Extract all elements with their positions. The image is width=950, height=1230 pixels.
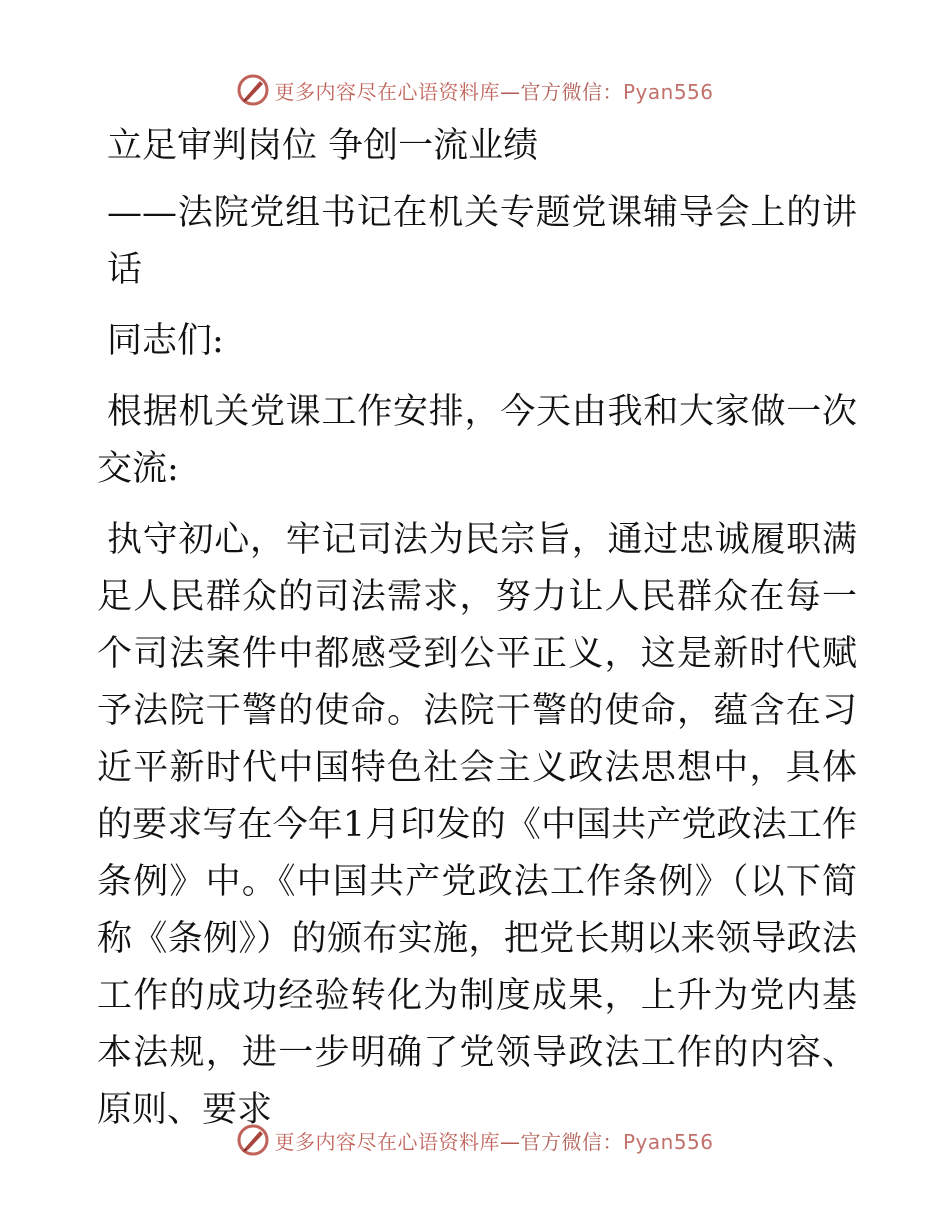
banner-colon: ： bbox=[602, 79, 623, 104]
banner-separator: — bbox=[499, 79, 521, 104]
intro-paragraph: 根据机关党课工作安排，今天由我和大家做一次交流: bbox=[97, 392, 857, 489]
footer-watermark-banner bbox=[0, 1120, 950, 1160]
pen-quill-logo-icon bbox=[236, 1123, 270, 1157]
document-subtitle: ——法院党组书记在机关专题党课辅导会上的讲话 bbox=[107, 193, 857, 290]
header-watermark-banner bbox=[0, 70, 950, 110]
document-title: 立足审判岗位 争创一流业绩 bbox=[107, 126, 539, 166]
banner-account: Pyan556 bbox=[622, 1129, 714, 1154]
banner-account: Pyan556 bbox=[622, 79, 714, 104]
banner-wechat-label: 官方微信 bbox=[520, 79, 603, 104]
banner-wechat-label: 官方微信 bbox=[520, 1129, 603, 1154]
greeting: 同志们: bbox=[107, 321, 224, 361]
banner-colon: ： bbox=[602, 1129, 623, 1154]
document-body bbox=[97, 118, 857, 1139]
body-paragraph: 执守初心，牢记司法为民宗旨，通过忠诚履职满足人民群众的司法需求，努力让人民群众在每一个司法案件中都感受到公平正义，这是新时代赋予法院干警的使命。法院干警的使命，蕴含在习近平新时代中国特色社会主义政法思想中，具体的要求写在今年1月印发的《中国共产党政法工作条例》中。《中国共产党政法工作条例》（以下简称《条例》）的颁布实施，把党长期以来领导政法工作的成功经验转化为制度成果，上升为党内基本法规，进一步明确了党领导政法工作的内容、原则、要求 bbox=[97, 520, 857, 1130]
pen-quill-logo-icon bbox=[236, 73, 270, 107]
banner-separator: — bbox=[499, 1129, 521, 1154]
banner-promo-text: 更多内容尽在心语资料库 bbox=[274, 1129, 500, 1154]
banner-promo-text: 更多内容尽在心语资料库 bbox=[274, 79, 500, 104]
